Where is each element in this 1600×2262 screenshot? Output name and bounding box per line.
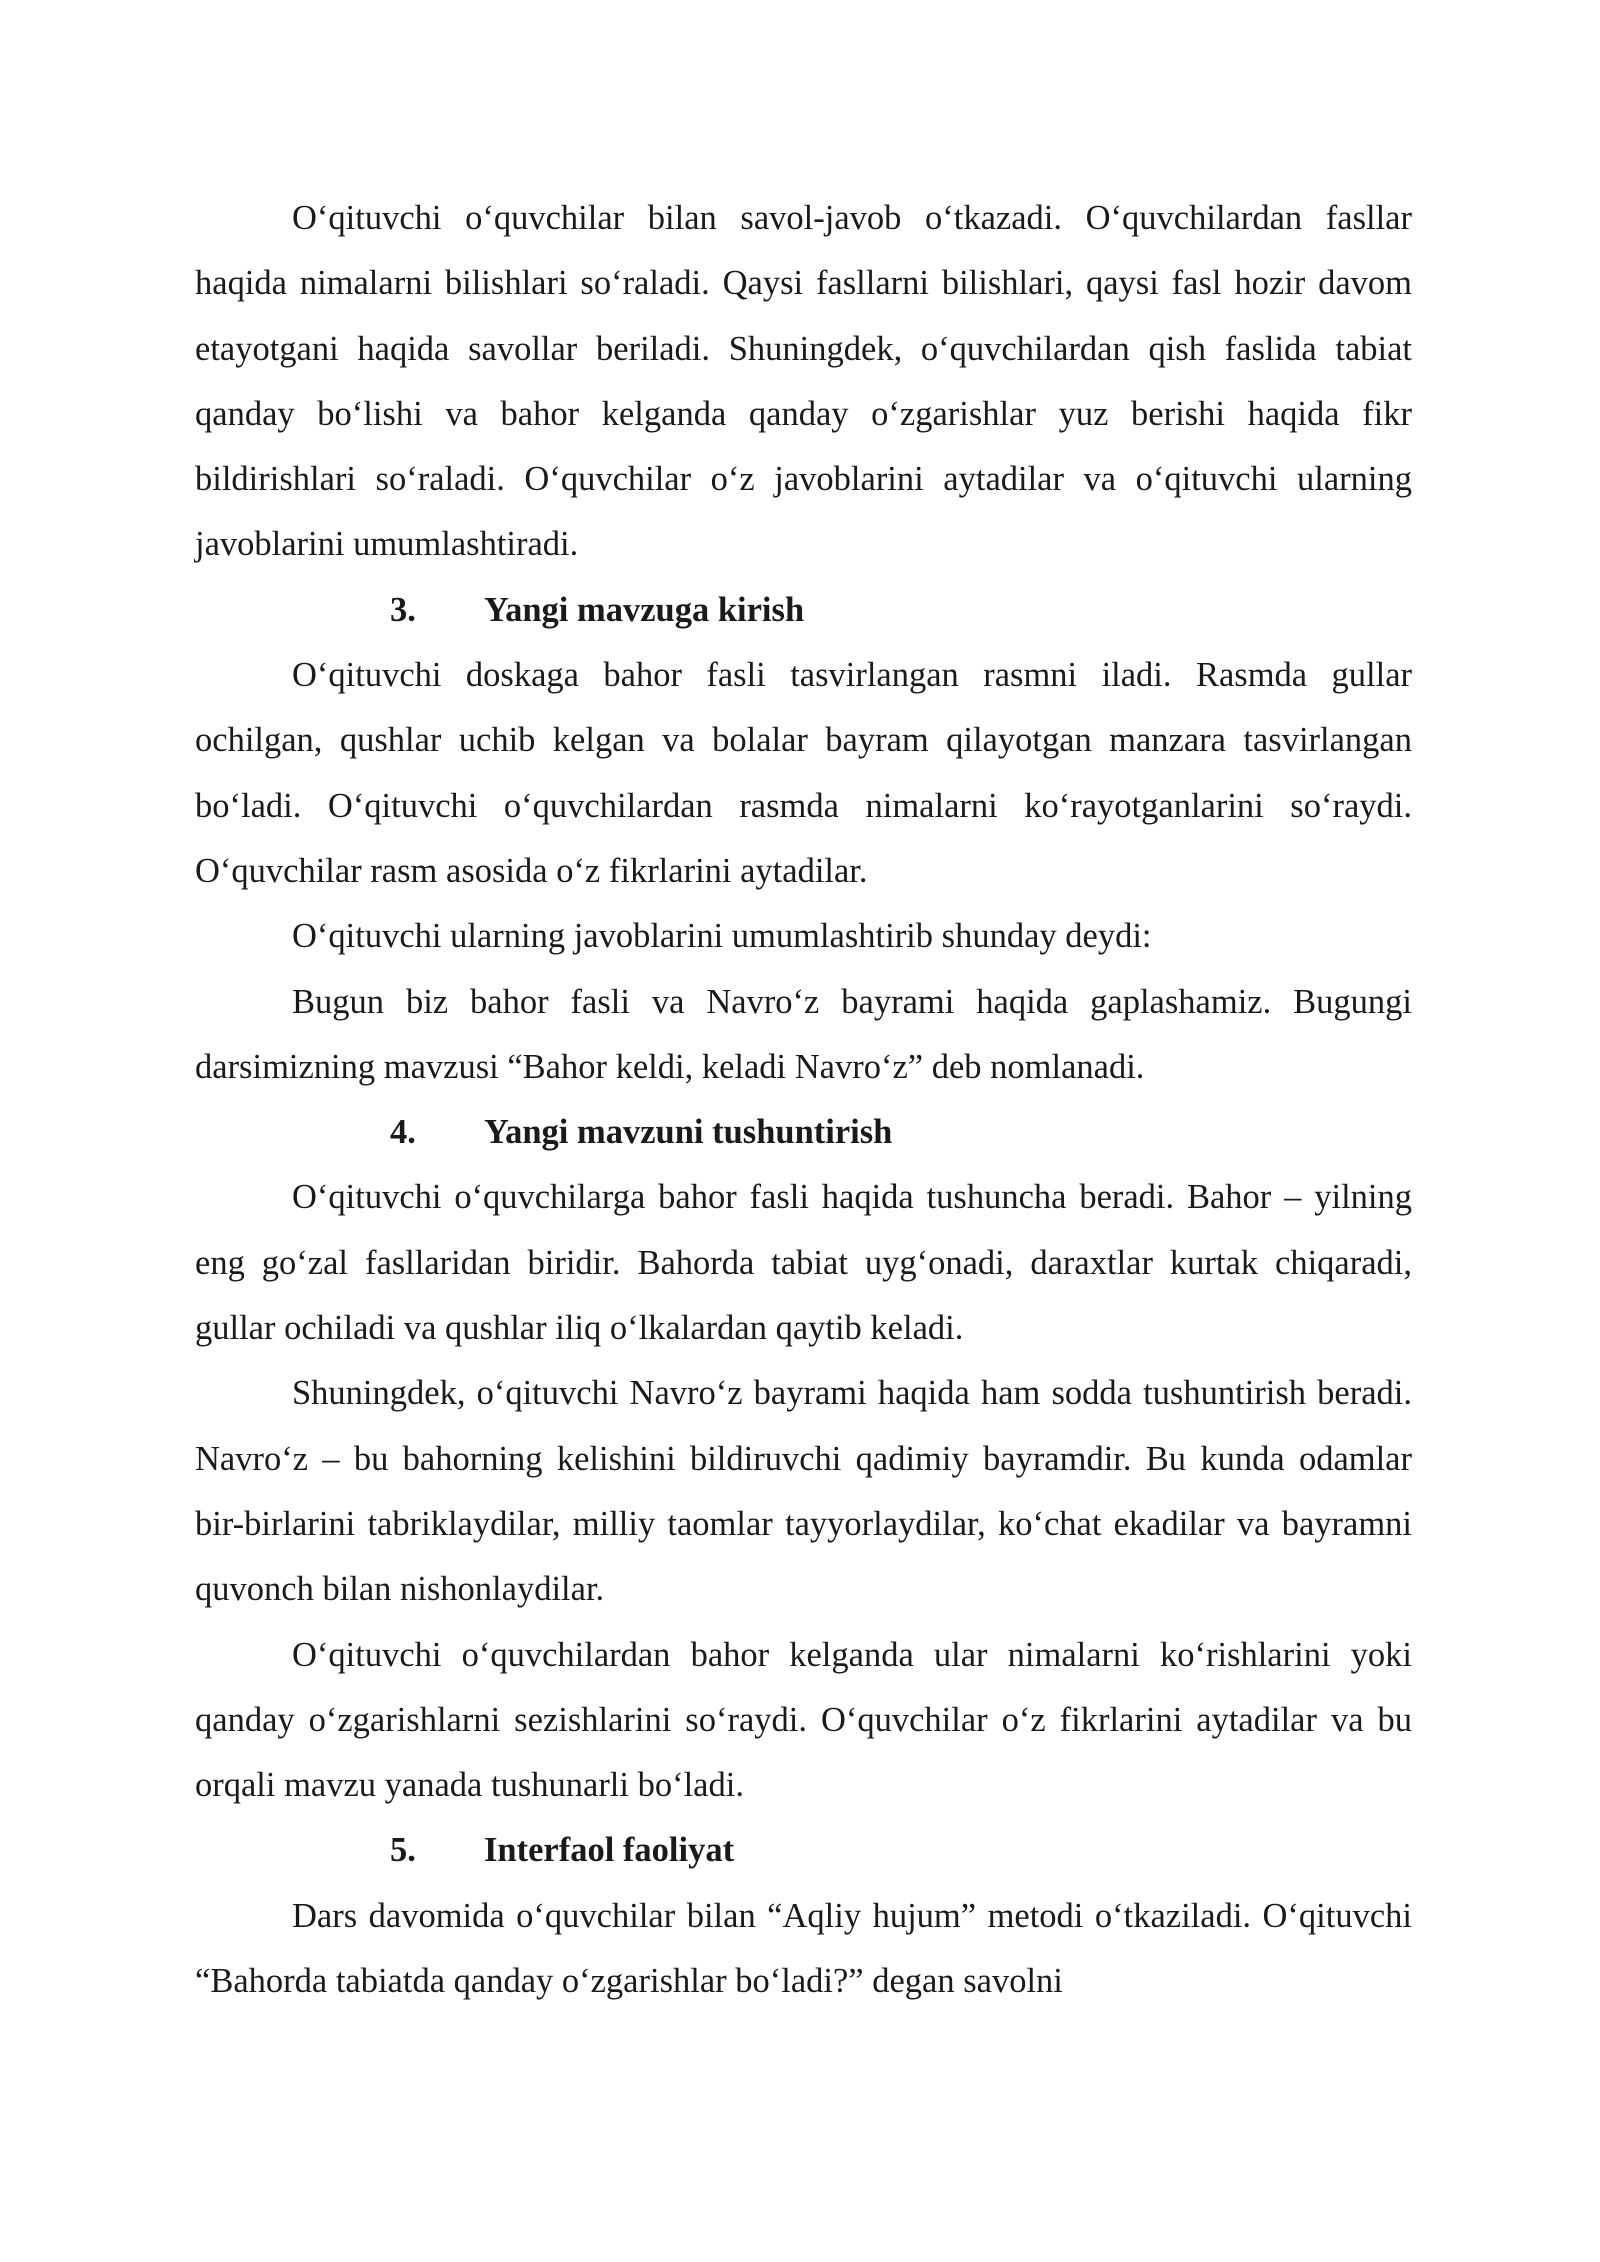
section-heading-3: [195, 578, 1412, 643]
section-heading-4: [195, 1100, 1412, 1165]
paragraph-student-observations: O‘qituvchi o‘quvchilardan bahor kelganda ular nimalarni ko‘rishlarini yoki qanday o‘zgarishlarni sezishlarini so‘raydi. O‘quvchilar o‘z fikrlarini aytadilar va bu orqali mavzu yanada tushunarli bo‘ladi.: [195, 1635, 1412, 1805]
section-title: Yangi mavzuga kirish: [484, 590, 805, 629]
section-title: Yangi mavzuni tushuntirish: [484, 1113, 893, 1152]
paragraph-brainstorm-activity: Dars davomida o‘quvchilar bilan “Aqliy hujum” metodi o‘tkaziladi. O‘qituvchi “Bahorda tabiatda qanday o‘zgarishlar bo‘ladi?” degan savolni: [195, 1896, 1412, 2001]
paragraph-navruz-explanation: Shuningdek, o‘qituvchi Navro‘z bayrami haqida ham sodda tushuntirish beradi. Navro‘z – bu bahorning kelishini bildiruvchi qadimiy bayramdir. Bu kunda odamlar bir-birlarini tabriklaydilar, milliy taomlar tayyorlaydilar, ko‘chat ekadilar va bayramni quvonch bilan nishonlaydilar.: [195, 1374, 1412, 1609]
paragraph-picture-description: O‘qituvchi doskaga bahor fasli tasvirlangan rasmni iladi. Rasmda gullar ochilgan, qushlar uchib kelgan va bolalar bayram qilayotgan manzara tasvirlangan bo‘ladi. O‘qituvchi o‘quvchilardan rasmda nimalarni ko‘rayotganlarini so‘raydi. O‘quvchilar rasm asosida o‘z fikrlarini aytadilar.: [195, 656, 1412, 890]
section-heading-5: [195, 1818, 1412, 1883]
paragraph-spring-explanation: O‘qituvchi o‘quvchilarga bahor fasli haqida tushuncha beradi. Bahor – yilning eng go‘zal fasllaridan biridir. Bahorda tabiat uyg‘onadi, daraxtlar kurtak chiqaradi, gullar ochiladi va qushlar iliq o‘lkalardan qaytib keladi.: [195, 1178, 1412, 1348]
section-number: 3.: [390, 590, 416, 629]
paragraph-intro-discussion: O‘qituvchi o‘quvchilar bilan savol-javob o‘tkazadi. O‘quvchilardan fasllar haqida nimalarni bilishlari so‘raladi. Qaysi fasllarni bilishlari, qaysi fasl hozir davom etayotgani haqida savollar beriladi. Shuningdek, o‘quvchilardan qish faslida tabiat qanday bo‘lishi va bahor kelganda qanday o‘zgarishlar yuz berishi haqida fikr bildirishlari so‘raladi. O‘quvchilar o‘z javoblarini aytadilar va o‘qituvchi ularning javoblarini umumlashtiradi.: [195, 199, 1412, 564]
paragraph-teacher-summary: O‘qituvchi ularning javoblarini umumlashtirib shunday deydi:: [292, 917, 1152, 956]
section-title: Interfaol faoliyat: [484, 1831, 735, 1870]
document-body: [195, 186, 1412, 2014]
paragraph-lesson-topic: Bugun biz bahor fasli va Navro‘z bayrami haqida gaplashamiz. Bugungi darsimizning mavzusi “Bahor keldi, keladi Navro‘z” deb nomlanadi.: [195, 982, 1412, 1086]
section-number: 5.: [390, 1831, 416, 1870]
section-number: 4.: [390, 1113, 416, 1152]
